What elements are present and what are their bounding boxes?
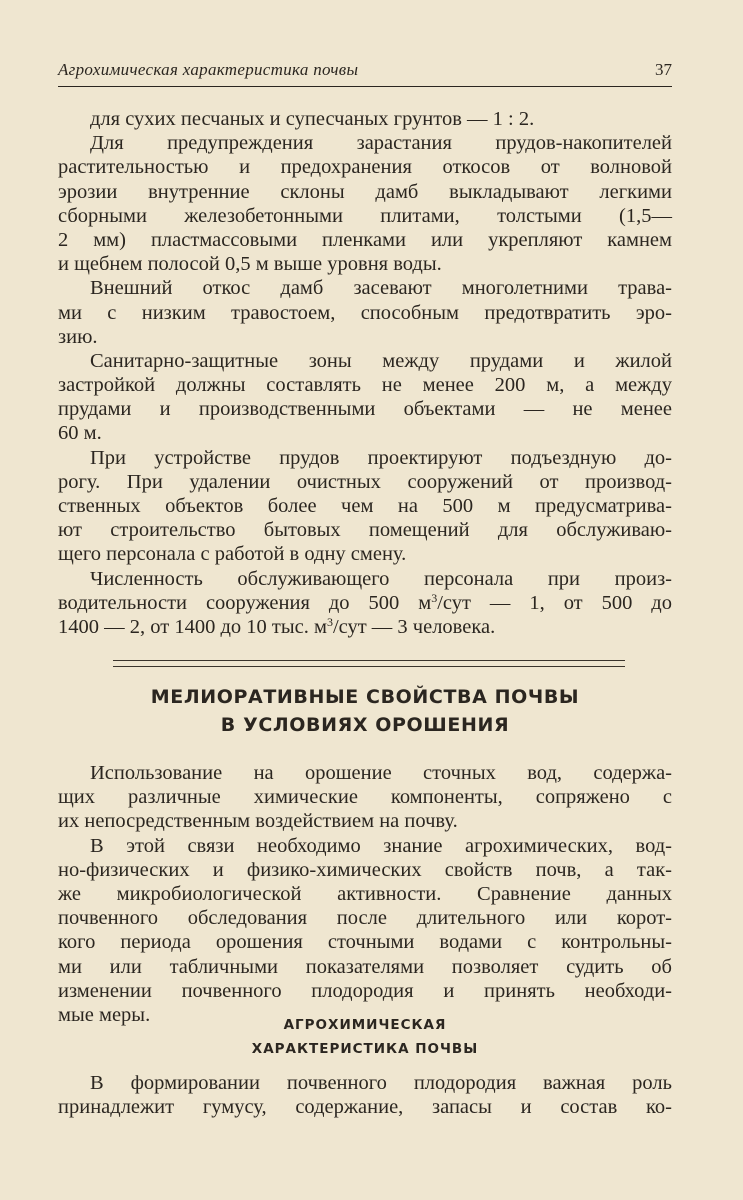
text-line: же микробиологической активности. Сравнение данных [58,882,672,905]
text-line: Внешний откос дамб засевают многолетними трава- [90,277,672,300]
page-number: 37 [655,60,672,79]
text-line: ми или табличными показателями позволяет судить об [58,955,672,978]
text-fragment: водительности сооружения до 500 м [58,591,432,614]
text-line: В этой связи необходимо знание агрохимических, вод- [90,834,672,857]
text-line: эрозии внутренние склоны дамб выкладывают легкими [58,180,672,203]
text-line: принадлежит гумусу, содержание, запасы и состав ко- [58,1096,672,1119]
superscript: 3 [326,614,333,629]
text-line: кого периода орошения сточными водами с контрольны- [58,931,672,954]
text-line: ственных объектов более чем на 500 м предусматрива- [58,495,672,517]
text-line: ми с низким травостоем, способным предотвратить эро- [58,301,672,324]
text-line: для сухих песчаных и супесчаных грунтов — 1 : 2. [90,108,535,130]
text-line: почвенного обследования после длительного или корот- [58,907,672,930]
text-line: 60 м. [58,422,102,445]
running-header [58,58,672,87]
paragraph-block-humus [58,1071,672,1119]
paragraph-block-dams [58,107,672,639]
text-line: Для предупреждения зарастания прудов-накопителей [90,132,672,155]
text-line: В формировании почвенного плодородия важная роль [90,1072,672,1094]
text-line: Использование на орошение сточных вод, содержа- [90,762,672,784]
text-line: их непосредственным воздействием на почву. [58,810,458,833]
section-divider [113,660,625,667]
text-line: изменении почвенного плодородия и принять необходи- [58,979,672,1002]
section-heading [58,683,672,739]
text-line: При устройстве прудов проектируют подъездную до- [90,446,672,469]
text-line: рогу. При удалении очистных сооружений от производ- [58,470,672,493]
running-title: Агрохимическая характеристика почвы [58,60,359,79]
text-line: щего персонала с работой в одну смену. [58,543,407,566]
subsection-heading [58,1013,672,1061]
text-line: Численность обслуживающего персонала при произ- [90,567,672,590]
text-line: Санитарно-защитные зоны между прудами и жилой [90,349,672,372]
text-line: зию. [58,325,98,348]
text-line: но-физических и физико-химических свойств почв, а так- [58,858,672,881]
text-line: ют строительство бытовых помещений для обслуживаю- [58,519,672,542]
text-fragment: /сут — 3 человека. [332,615,496,638]
text-line: сборными железобетонными плитами, толстыми (1,5— [58,204,672,227]
text-line: мые меры. [58,1003,151,1026]
text-line: 2 мм) пластмассовыми пленками или укрепляют камнем [58,228,672,251]
section-heading-line: В УСЛОВИЯХ ОРОШЕНИЯ [220,714,510,736]
text-line: застройкой должны составлять не менее 200 м, а между [58,374,672,397]
section-heading-line: МЕЛИОРАТИВНЫЕ СВОЙСТВА ПОЧВЫ [150,686,580,708]
text-fragment: 1400 — 2, от 1400 до 10 тыс. м [58,615,327,638]
text-line [58,591,672,615]
text-line: щих различные химические компоненты, сопряжено с [58,786,672,809]
text-line: прудами и производственными объектами — не менее [58,398,672,421]
subsection-heading-line: ХАРАКТЕРИСТИКА ПОЧВЫ [251,1041,479,1057]
text-line: растительностью и предохранения откосов от волновой [58,156,672,179]
subsection-heading-line: АГРОХИМИЧЕСКАЯ [283,1017,447,1033]
text-fragment: /сут — 1, от 500 до [437,591,672,614]
text-line [58,615,672,639]
text-line: и щебнем полосой 0,5 м выше уровня воды. [58,253,442,276]
superscript: 3 [431,590,438,605]
paragraph-block-irrigation [58,761,672,1027]
